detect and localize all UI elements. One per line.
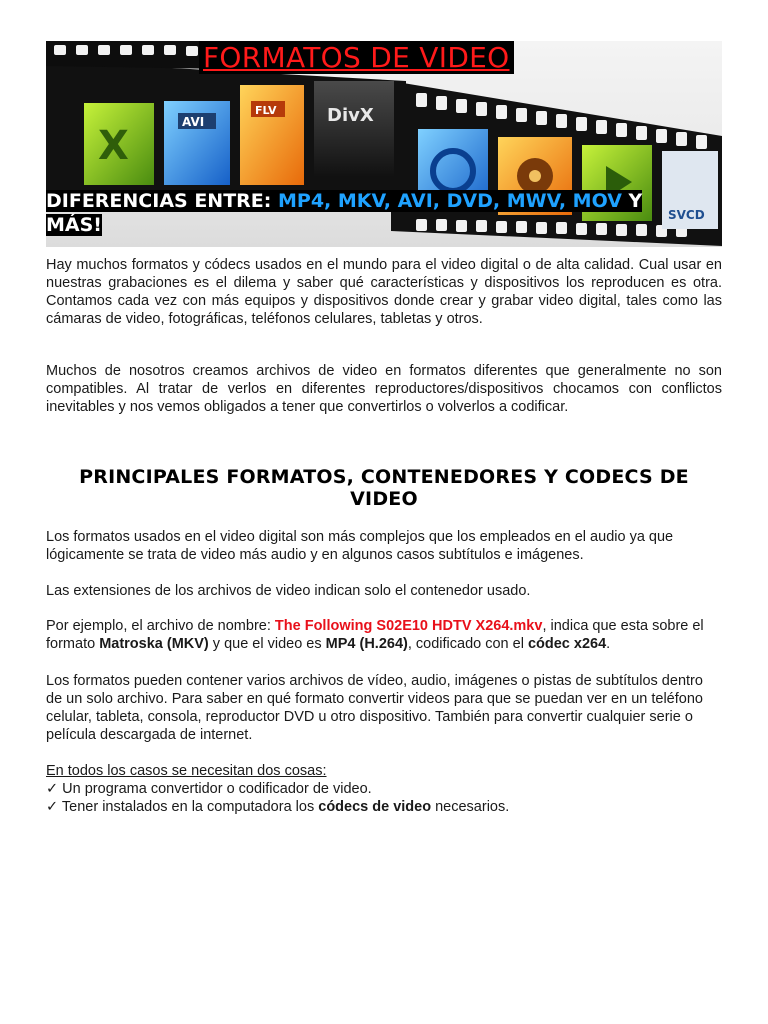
example-filename: The Following S02E10 HDTV X264.mkv — [274, 618, 543, 634]
divx-logo-tile — [314, 81, 394, 177]
need-item-2-prefix: ✓ Tener instalados en la computadora los — [46, 799, 319, 815]
svg-text:DivX: DivX — [327, 105, 374, 126]
section-heading: PRINCIPALES FORMATOS, CONTENEDORES Y CODECS DE VIDEO — [79, 466, 689, 510]
needs-title: En todos los casos se necesitan dos cosas: — [46, 763, 327, 779]
banner-subtitle — [46, 189, 706, 237]
svg-text:SVCD: SVCD — [668, 208, 705, 222]
svg-text:X: X — [98, 123, 129, 169]
example-text-4: , codificado con el — [407, 636, 528, 652]
example-text-1: Por ejemplo, el archivo de nombre: — [46, 618, 275, 634]
section-paragraph-2: Las extensiones de los archivos de video indican solo el contenedor usado. — [46, 583, 531, 599]
flv-file-icon — [240, 85, 304, 185]
need-item-2-bold: códecs de video — [318, 799, 432, 815]
example-text-3: y que el video es — [208, 636, 326, 652]
need-item-1: ✓ Un programa convertidor o codificador de video. — [46, 781, 372, 797]
example-text-2: , indica que esta sobre el formato — [46, 618, 704, 652]
example-video: MP4 (H.264) — [325, 636, 408, 652]
section-paragraph-4: Los formatos pueden contener varios archivos de vídeo, audio, imágenes o pistas de subtítulos dentro de un solo archivo. Para saber en qué formato convertir videos para que se puedan ver en un teléfono celular, tableta, consola, reproductor DVD u otro dispositivo. También para convertir cualquier serie o película descargada de internet. — [46, 673, 703, 743]
need-item-2-suffix: necesarios. — [431, 799, 510, 815]
section-paragraph-1: Los formatos usados en el video digital son más complejos que los empleados en el audio ya que lógicamente se trata de video más audio y en algunos casos subtítulos e imágenes. — [46, 529, 674, 563]
example-paragraph — [46, 617, 722, 653]
subtitle-prefix: DIFERENCIAS ENTRE: — [46, 190, 278, 212]
svg-text:FLV: FLV — [255, 104, 277, 117]
example-codec: códec x264 — [527, 636, 607, 652]
intro-paragraph-1: Hay muchos formatos y códecs usados en el mundo para el video digital o de alta calidad. Cual usar en nuestras grabaciones es el dilema y saber qué características y dispositivos los reproducen es otra. Contamos cada vez con más equipos y dispositivos donde crear y grabar video digital, tales como las cámaras de video, fotográficas, teléfonos celulares, tabletas y otros. — [46, 257, 722, 327]
subtitle-suffix: Y — [621, 190, 643, 212]
example-format: Matroska (MKV) — [99, 636, 209, 652]
page-title: FORMATOS DE VIDEO — [199, 41, 514, 74]
svg-text:AVI: AVI — [182, 115, 205, 129]
example-text-5: . — [606, 636, 611, 652]
subtitle-formats: MP4, MKV, AVI, DVD, MWV, MOV — [278, 190, 622, 212]
subtitle-line2: MÁS! — [46, 214, 102, 236]
needs-list — [46, 762, 722, 816]
intro-paragraph-2: Muchos de nosotros creamos archivos de video en formatos diferentes que generalmente no son compatibles. Al tratar de verlos en diferentes reproductores/dispositivos chocamos con conflictos inevitables y nos vemos obligados a tener que convertirlos o volverlos a codificar. — [46, 363, 722, 415]
banner-image — [46, 41, 722, 247]
